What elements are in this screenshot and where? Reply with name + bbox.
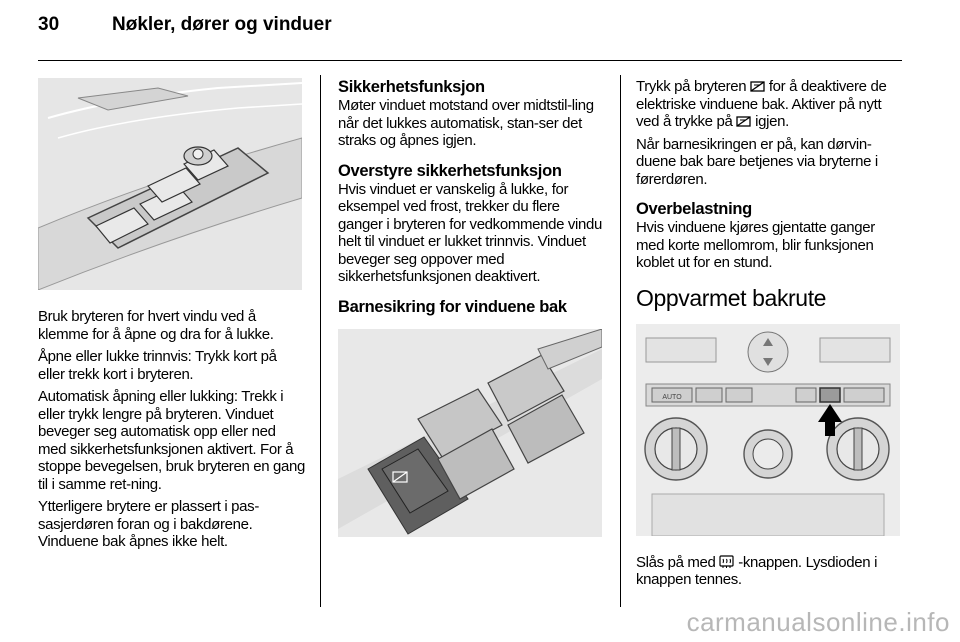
child-lock-icon	[750, 80, 765, 93]
window-switch-illustration	[38, 78, 302, 290]
child-lock-text-a: Trykk på bryteren	[636, 78, 747, 95]
rear-window-heater-icon	[719, 555, 734, 569]
child-lock-switch-drawing	[338, 329, 602, 537]
paragraph-stepwise: Åpne eller lukke trinnvis: Trykk kort på eller trekk kort i bryteren.	[38, 348, 277, 383]
column-3	[636, 78, 904, 589]
paragraph-operate-switch: Bruk bryteren for hvert vindu ved å klemme for å åpne og dra for å lukke.	[38, 308, 274, 343]
watermark: carmanualsonline.info	[686, 607, 950, 637]
heading-override-safety: Overstyre sikkerhetsfunksjon	[338, 161, 562, 180]
column-divider-2	[620, 75, 621, 607]
child-lock-illustration	[338, 329, 602, 537]
paragraph-child-lock-active: Når barnesikringen er på, kan dørvin-duene bak bare betjenes via bryterne i førerdøren.	[636, 135, 878, 188]
heading-child-lock: Barnesikring for vinduene bak	[338, 297, 567, 316]
heading-overload: Overbelastning	[636, 200, 752, 218]
paragraph-automatic: Automatisk åpning eller lukking: Trekk i eller trykk lengre på bryteren. Vinduet beveger seg automatisk opp eller ned med sikkerhetsfunksjonen aktivert. For å stoppe bevegelsen, bruk bryteren en gang til i samme ret-ning.	[38, 388, 306, 493]
child-lock-text-c: igjen.	[755, 113, 789, 130]
chapter-title: Nøkler, dører og vinduer	[112, 14, 332, 35]
paragraph-child-lock-operation	[636, 78, 904, 131]
paragraph-overload: Hvis vinduene kjøres gjentatte ganger med korte mellomrom, blir funksjonen koblet ut for en stund.	[636, 219, 875, 271]
door-armrest-drawing	[38, 78, 302, 290]
page-number: 30	[38, 14, 60, 35]
header-rule	[38, 60, 902, 61]
climate-panel-illustration	[636, 324, 900, 536]
heading-safety-function: Sikkerhetsfunksjon	[338, 78, 485, 96]
column-2	[338, 78, 606, 537]
auto-button-label: AUTO	[662, 393, 682, 401]
child-lock-icon	[736, 115, 751, 128]
paragraph-safety-function: Møter vinduet motstand over midtstil-ling når det lukkes automatisk, stan-ser det straks og åpnes igjen.	[338, 97, 594, 149]
paragraph-rear-window-on	[636, 554, 904, 589]
climate-control-drawing	[636, 324, 900, 536]
rear-window-text-b: -knappen. Lysdioden i knappen tennes.	[636, 553, 878, 588]
child-lock-text-b: for å deaktivere de elektriske vinduene bak. Aktiver på nytt ved å trykke på	[636, 78, 887, 130]
column-divider-1	[320, 75, 321, 607]
paragraph-override-safety: Hvis vinduet er vanskelig å lukke, for eksempel ved frost, trekker du flere ganger i bryteren for vedkommende vindu helt til vinduet er lukket trinnvis. Vinduet beveger seg oppover med sikkerhetsfunksjonen deaktivert.	[338, 180, 603, 285]
rear-window-text-a: Slås på med	[636, 553, 716, 571]
heading-heated-rear-window: Oppvarmet bakrute	[636, 284, 827, 311]
column-1	[38, 78, 306, 551]
paragraph-additional-switches: Ytterligere brytere er plassert i pas-sasjerdøren foran og i bakdørene. Vinduene bak åpnes ikke helt.	[38, 498, 259, 550]
rear-defrost-button	[820, 388, 840, 402]
